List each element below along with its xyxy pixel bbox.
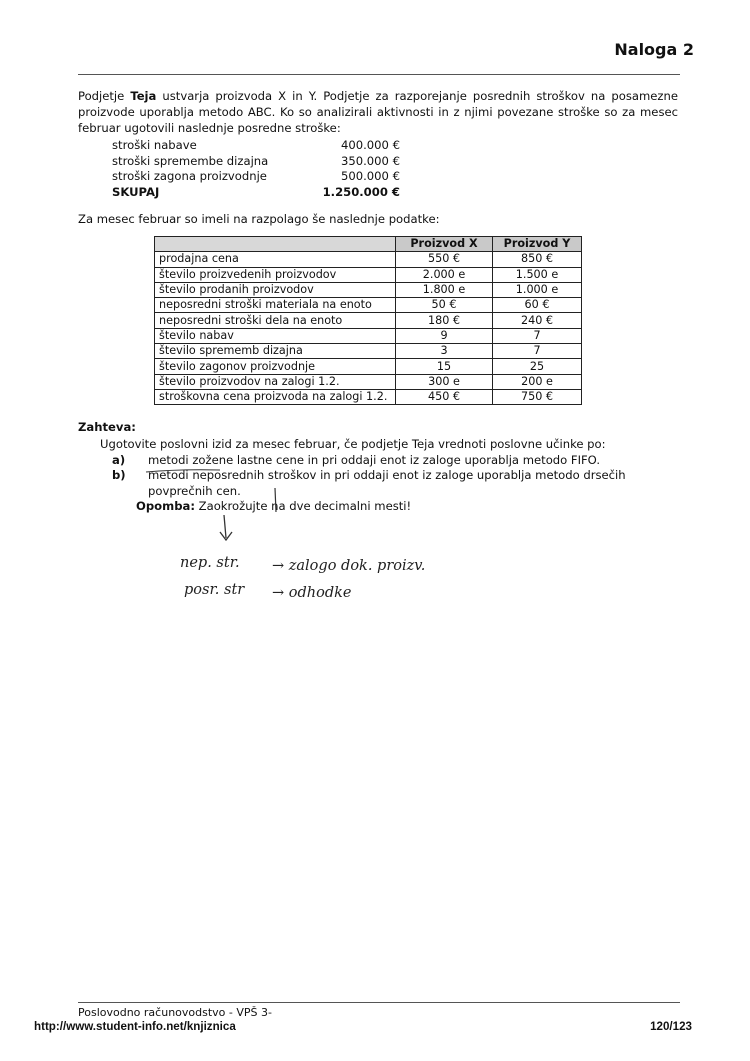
table-header-x: Proizvod X: [396, 237, 493, 252]
underline-mark: [146, 470, 220, 472]
requirement-marker: b): [112, 468, 126, 482]
cell-y: 850 €: [493, 252, 582, 267]
intro-text-after: ustvarja proizvoda X in Y. Podjetje za razporejanje posrednih stroškov na posamezne proizvode uporablja metodo ABC. Ko so analizirali aktivnosti in z njimi povezane stroške so za mesec februar ugotovili naslednje posredne stroške:: [78, 89, 678, 135]
page-number: 120/123: [650, 1020, 692, 1033]
table-row: [155, 267, 582, 282]
arrow-down-icon: [220, 515, 232, 540]
table-row: [155, 344, 582, 359]
cell-y: 200 e: [493, 374, 582, 389]
cell-x: 3: [396, 344, 493, 359]
table-header-blank: [155, 237, 396, 252]
requirement-marker: a): [112, 452, 126, 467]
footer-url[interactable]: http://www.student-info.net/knjiznica: [34, 1020, 236, 1033]
cost-total-row: [112, 185, 400, 201]
cost-value: 350.000 €: [340, 153, 400, 168]
cell-y: 7: [493, 344, 582, 359]
row-label: neposredni stroški materiala na enoto: [155, 298, 396, 313]
note-text: Zaokrožujte na dve decimalni mesti!: [194, 499, 412, 513]
table-row: [155, 282, 582, 297]
vertical-tick-mark: [275, 488, 276, 512]
header-rule: [78, 74, 680, 75]
table-header-y: Proizvod Y: [493, 237, 582, 252]
cell-x: 300 e: [396, 374, 493, 389]
cost-row: [112, 169, 400, 185]
row-label: prodajna cena: [155, 252, 396, 267]
cell-x: 2.000 e: [396, 267, 493, 282]
intro-paragraph: [78, 88, 678, 136]
cell-x: 50 €: [396, 298, 493, 313]
table-row: [155, 359, 582, 374]
indirect-costs-list: [112, 138, 400, 200]
row-label: število prodanih proizvodov: [155, 282, 396, 297]
cell-y: 7: [493, 328, 582, 343]
cell-y: 240 €: [493, 313, 582, 328]
row-label: število nabav: [155, 328, 396, 343]
row-label: število proizvedenih proizvodov: [155, 267, 396, 282]
table-row: [155, 389, 582, 404]
cell-x: 15: [396, 359, 493, 374]
cell-x: 550 €: [396, 252, 493, 267]
requirement-text: metodi zožene lastne cene in pri oddaji enot iz zaloge uporablja metodo FIFO.: [148, 452, 601, 467]
handwritten-marks: [140, 460, 290, 560]
cell-x: 180 €: [396, 313, 493, 328]
cost-row: [112, 154, 400, 170]
page-title: Naloga 2: [614, 40, 694, 59]
table-row: [155, 252, 582, 267]
data-intro: Za mesec februar so imeli na razpolago še naslednje podatke:: [78, 212, 440, 226]
handwritten-note-2a: posr. str: [184, 582, 245, 598]
cell-y: 1.500 e: [493, 267, 582, 282]
table-row: [155, 298, 582, 313]
cell-y: 25: [493, 359, 582, 374]
cell-x: 450 €: [396, 389, 493, 404]
cost-label: stroški spremembe dizajna: [112, 153, 269, 168]
requirements-heading: Zahteva:: [78, 420, 136, 434]
cell-x: 1.800 e: [396, 282, 493, 297]
handwritten-note-1b: → zalogo dok. proizv.: [272, 558, 426, 574]
cell-y: 60 €: [493, 298, 582, 313]
table-row: [155, 313, 582, 328]
requirement-text: metodi neposrednih stroškov in pri oddaji enot iz zaloge uporablja metodo drsečih povprečnih cen.: [148, 468, 626, 498]
row-label: neposredni stroški dela na enoto: [155, 313, 396, 328]
footer-course: Poslovodno računovodstvo - VPŠ 3-: [78, 1006, 272, 1019]
cost-row: [112, 138, 400, 154]
cell-y: 1.000 e: [493, 282, 582, 297]
row-label: število proizvodov na zalogi 1.2.: [155, 374, 396, 389]
cost-total-value: 1.250.000 €: [322, 184, 400, 199]
requirements-intro: Ugotovite poslovni izid za mesec februar, če podjetje Teja vrednoti poslovne učinke po:: [100, 437, 606, 451]
cost-total-label: SKUPAJ: [112, 184, 160, 199]
cost-label: stroški zagona proizvodnje: [112, 169, 267, 183]
row-label: število sprememb dizajna: [155, 344, 396, 359]
note-label: Opomba:: [136, 499, 195, 513]
intro-text-before: Podjetje: [78, 89, 131, 103]
cost-value: 400.000 €: [340, 138, 400, 152]
company-name: Teja: [130, 89, 157, 103]
cost-label: stroški nabave: [112, 138, 197, 152]
cost-value: 500.000 €: [340, 169, 400, 183]
cell-x: 9: [396, 328, 493, 343]
cell-y: 750 €: [493, 389, 582, 404]
row-label: število zagonov proizvodnje: [155, 359, 396, 374]
handwritten-note-1a: nep. str.: [180, 555, 240, 571]
row-label: stroškovna cena proizvoda na zalogi 1.2.: [155, 389, 396, 404]
footer-rule: [78, 1002, 680, 1003]
product-data-table: [154, 236, 582, 405]
table-header-row: [155, 237, 582, 252]
handwritten-note-2b: → odhodke: [272, 585, 352, 601]
table-row: [155, 374, 582, 389]
table-row: [155, 328, 582, 343]
